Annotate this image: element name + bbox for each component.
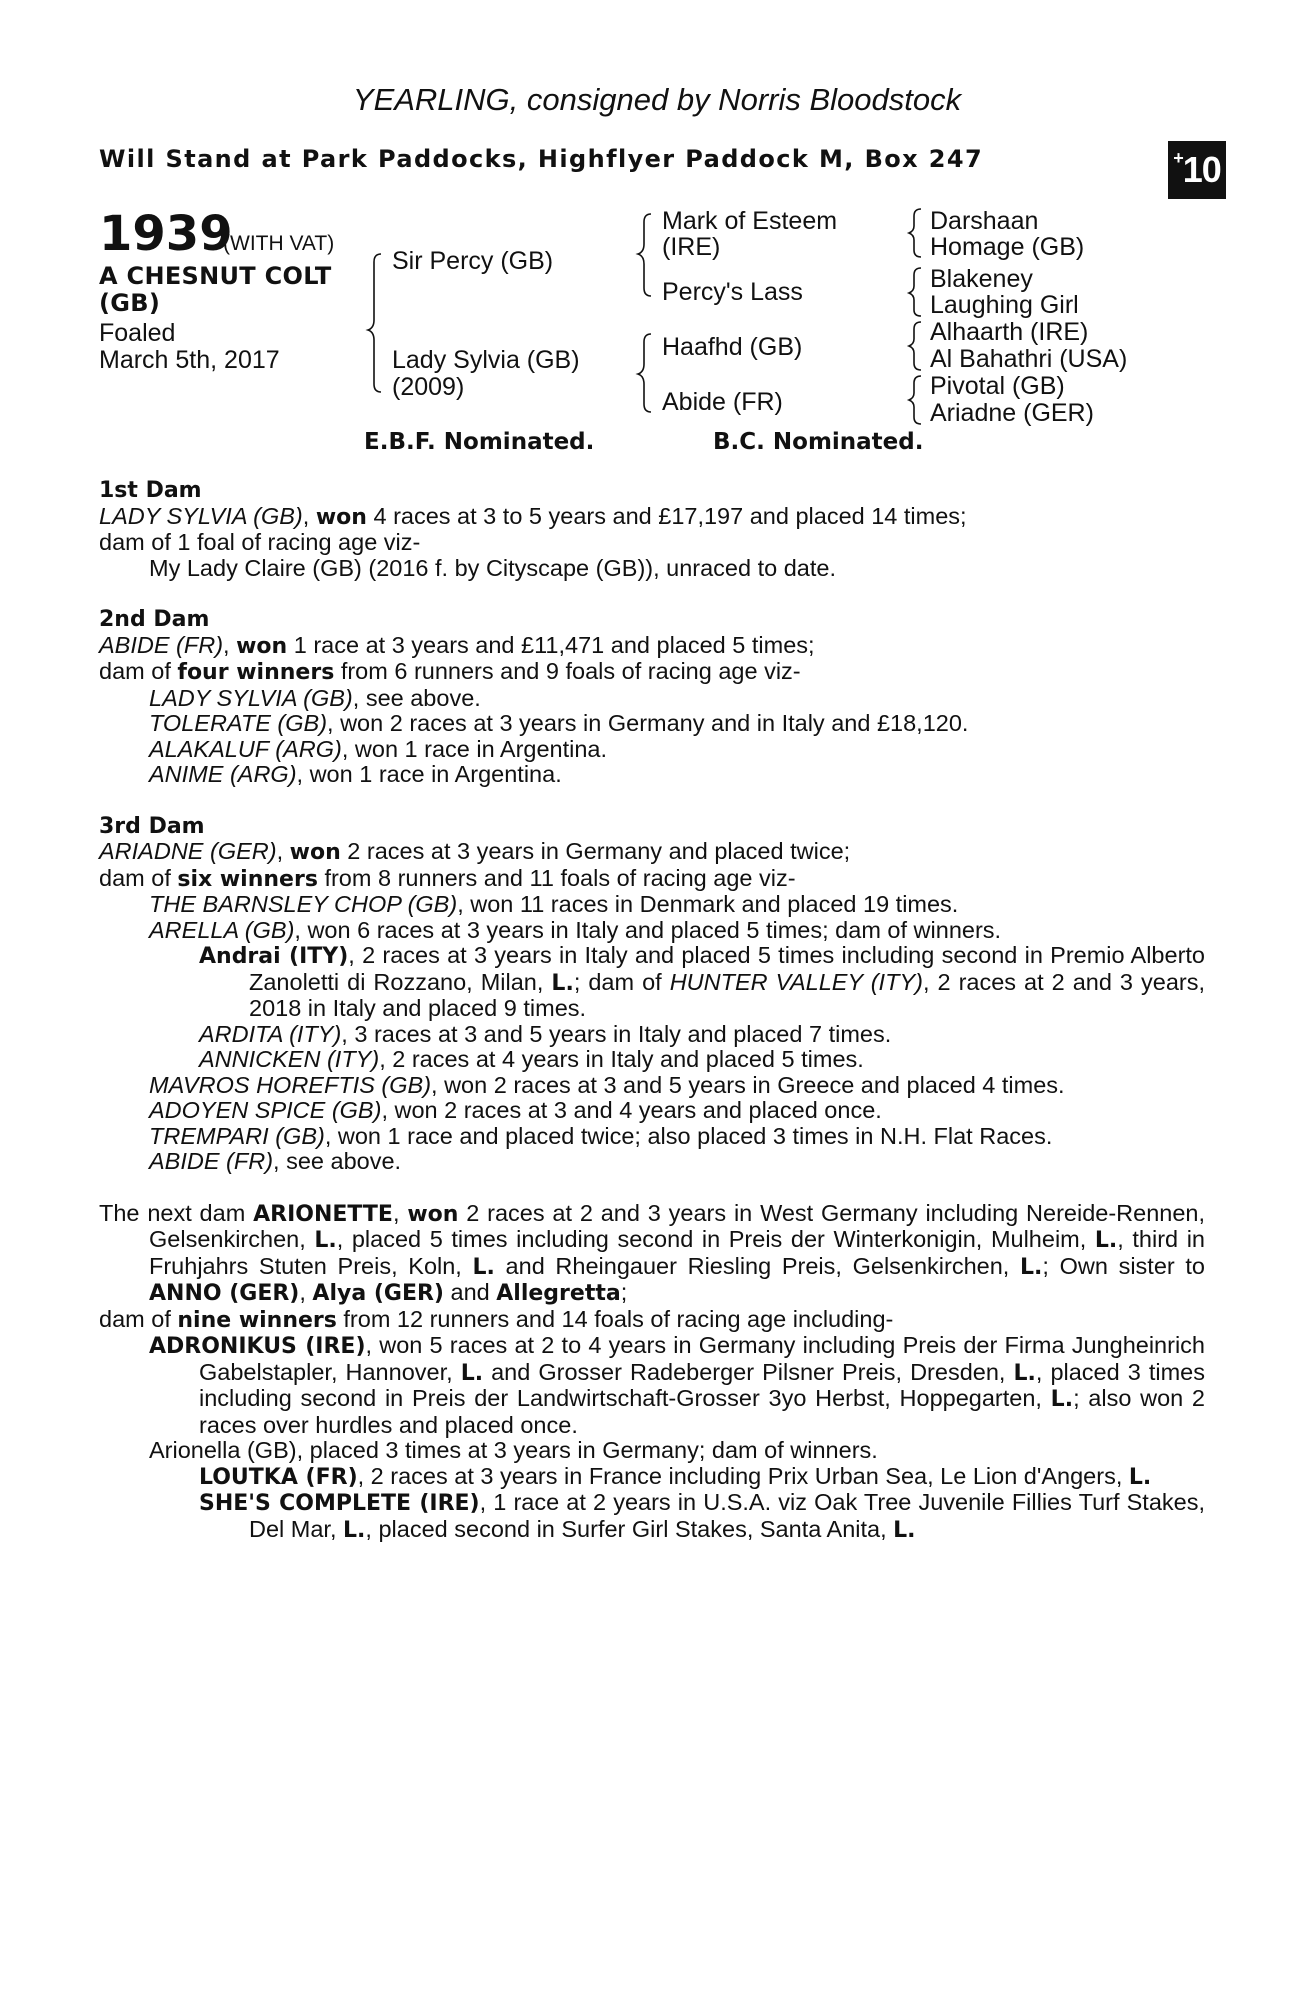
ped-sss: Darshaan — [930, 207, 1039, 235]
lot-desc-line2: (GB) — [99, 289, 161, 317]
listed-mark: L. — [460, 1360, 484, 1386]
race-record: , placed 3 times including second in Preis der Landwirtschaft-Grosser 3yo Herbst, Hoppegarten, — [199, 1358, 1205, 1411]
race-record: , won 2 races at 3 years in Germany and in Italy and £18,120. — [327, 710, 969, 736]
winners-count: four winners — [177, 660, 335, 685]
second-dam-line: ABIDE (FR), won 1 race at 3 years and £11,471 and placed 5 times; — [99, 631, 815, 659]
ped-dss: Alhaarth (IRE) — [930, 318, 1089, 346]
text: , — [392, 1199, 408, 1226]
race-record: , won 1 race and placed twice; also placed 3 times in N.H. Flat Races. — [324, 1122, 1053, 1149]
listed-mark: L. — [1128, 1464, 1152, 1490]
race-record: , see above. — [352, 684, 481, 711]
produce-entry — [99, 1073, 1205, 1099]
produce-entry — [99, 762, 1205, 788]
catalogue-body — [99, 478, 1205, 1543]
horse-name: ARDITA (ITY) — [199, 1020, 342, 1047]
text: , third in Fruhjahrs Stuten Preis, Koln, — [149, 1226, 1205, 1279]
sire-sire-line1: Mark of Esteem — [662, 207, 838, 235]
horse-name: ABIDE (FR) — [149, 1148, 274, 1174]
race-record: , 3 races at 3 and 5 years in Italy and placed 7 times. — [341, 1020, 892, 1047]
horse-name: SHE'S COMPLETE (IRE) — [199, 1491, 480, 1516]
horse-name: ANNICKEN (ITY) — [199, 1046, 380, 1072]
produce-entry — [99, 711, 1205, 737]
horse-name: MAVROS HOREFTIS (GB) — [149, 1071, 432, 1098]
produce-entry — [99, 1098, 1205, 1124]
ped-ssd: Homage (GB) — [930, 233, 1085, 261]
dam-name: Lady Sylvia (GB) — [392, 346, 580, 374]
text: dam of — [99, 864, 178, 891]
third-dam-heading: 3rd Dam — [99, 813, 205, 839]
horse-name: Alya (GER) — [312, 1281, 444, 1306]
text: and Rheingauer Riesling Preis, Gelsenkirchen, — [494, 1252, 1021, 1279]
listed-mark: L. — [472, 1254, 495, 1280]
race-record: , 2 races at 2 and 3 years, 2018 in Italy and placed 9 times. — [249, 968, 1206, 1021]
pedigree-brackets — [0, 0, 1314, 440]
dam-dam: Abide (FR) — [662, 388, 783, 416]
produce-entry — [99, 686, 1205, 712]
produce-entry — [99, 1022, 1205, 1048]
won-label: won — [289, 840, 341, 865]
ebf-nomination: E.B.F. Nominated. — [364, 429, 595, 455]
horse-name: Allegretta — [496, 1281, 621, 1306]
race-record: and Grosser Radeberger Pilsner Preis, Dresden, — [483, 1358, 1014, 1385]
first-dam-foals: dam of 1 foal of racing age viz- — [99, 529, 421, 555]
produce-entry — [99, 1124, 1205, 1150]
produce-entry-andrai — [99, 943, 1205, 1022]
second-dam-heading: 2nd Dam — [99, 607, 210, 632]
race-record: , 1 race at 2 years in U.S.A. viz Oak Tree Juvenile Fillies Turf Stakes, Del Mar, — [249, 1489, 1205, 1542]
ped-sdd: Laughing Girl — [930, 291, 1079, 319]
horse-name: LADY SYLVIA (GB) — [149, 684, 353, 711]
horse-name: TREMPARI (GB) — [149, 1122, 325, 1149]
second-dam-winners — [99, 659, 1205, 686]
bc-nomination: B.C. Nominated. — [713, 429, 924, 455]
produce-entry-arionella: Arionella (GB), placed 3 times at 3 years in Germany; dam of winners. — [149, 1437, 878, 1463]
winners-count: nine winners — [177, 1307, 337, 1333]
horse-name: ANIME (ARG) — [149, 761, 297, 787]
foaled-label: Foaled — [99, 319, 176, 347]
race-record: , won 1 race in Argentina. — [341, 735, 608, 762]
race-record: , won 2 races at 3 and 5 years in Greece and placed 4 times. — [431, 1071, 1065, 1098]
text: from 6 runners and 9 foals of racing age viz- — [334, 658, 801, 684]
sire-dam: Percy's Lass — [662, 278, 803, 306]
page-header: YEARLING, consigned by Norris Bloodstock — [352, 82, 962, 117]
third-dam-winners — [99, 866, 1205, 893]
sire-name: Sir Percy (GB) — [392, 247, 554, 275]
listed-mark: L. — [1013, 1360, 1036, 1386]
ped-dds: Pivotal (GB) — [930, 372, 1065, 400]
horse-name: HUNTER VALLEY (ITY) — [669, 968, 923, 995]
horse-name: ARELLA (GB) — [149, 916, 295, 943]
text: , — [299, 1279, 313, 1305]
listed-mark: L. — [314, 1228, 337, 1253]
text: The next dam — [99, 1199, 254, 1226]
race-record: ; also won 2 races over hurdles and placed once. — [199, 1385, 1206, 1438]
horse-name: ANNO (GER) — [149, 1281, 300, 1306]
dam-sire: Haafhd (GB) — [662, 333, 803, 361]
race-record: , placed second in Surfer Girl Stakes, Santa Anita, — [365, 1515, 894, 1542]
listed-mark: L. — [1020, 1254, 1043, 1280]
horse-name: ADRONIKUS (IRE) — [149, 1334, 366, 1359]
text: from 8 runners and 11 foals of racing age viz- — [317, 864, 796, 891]
sire-sire-line2: (IRE) — [662, 233, 721, 261]
vat-note: (WITH VAT) — [223, 232, 335, 255]
race-record: , won 11 races in Denmark and placed 19 times. — [457, 891, 959, 917]
text: ; Own sister to — [1042, 1252, 1205, 1279]
catalogue-badge: +10 — [1168, 141, 1226, 199]
text: from 12 runners and 14 foals of racing age including- — [336, 1305, 894, 1332]
text: and — [443, 1279, 497, 1305]
first-dam-produce: My Lady Claire (GB) (2016 f. by Cityscape (GB)), unraced to date. — [149, 554, 836, 581]
horse-name: ARIONETTE — [253, 1201, 393, 1227]
stand-location: Will Stand at Park Paddocks, Highflyer Paddock M, Box 247 — [99, 145, 984, 173]
next-dam-section — [99, 1201, 1205, 1544]
race-record: , 2 races at 3 years in France including Prix Urban Sea, Le Lion d'Angers, — [357, 1462, 1129, 1489]
race-record: , 2 races at 4 years in Italy and placed 5 times. — [379, 1046, 864, 1072]
race-record: , 2 races at 3 years in Italy and placed 5 times including second in Premio Alberto Zanoletti di Rozzano, Milan, — [249, 942, 1205, 995]
horse-name: THE BARNSLEY CHOP (GB) — [149, 891, 458, 917]
produce-entry-adronikus — [99, 1333, 1205, 1438]
lot-number: 1939 — [99, 206, 233, 262]
ped-sds: Blakeney — [930, 265, 1033, 293]
foaling-date: March 5th, 2017 — [99, 346, 280, 374]
produce-entry — [99, 918, 1205, 944]
text: dam of — [99, 1305, 178, 1332]
next-dam-winners — [99, 1307, 1205, 1334]
produce-entry — [99, 892, 1205, 918]
first-dam-line: LADY SYLVIA (GB), won 4 races at 3 to 5 years and £17,197 and placed 14 times; — [99, 502, 967, 530]
badge-number: 10 — [1182, 149, 1221, 190]
lot-desc-line1: A CHESNUT COLT — [99, 262, 332, 290]
won-label: won — [315, 504, 367, 530]
horse-name: ARIADNE (GER) — [99, 838, 277, 864]
race-record: , won 1 race in Argentina. — [296, 761, 562, 787]
listed-mark: L. — [343, 1517, 366, 1543]
produce-entry — [99, 737, 1205, 763]
produce-entry — [99, 1047, 1205, 1073]
text: dam of — [99, 658, 178, 684]
third-dam-section — [99, 814, 1205, 1175]
listed-mark: L. — [551, 970, 574, 996]
third-dam-line: ARIADNE (GER), won 2 races at 3 years in Germany and placed twice; — [99, 838, 851, 865]
first-dam-section — [99, 478, 1205, 581]
race-record: , won 2 races at 3 and 4 years and placed once. — [381, 1097, 882, 1123]
second-dam-section — [99, 607, 1205, 788]
horse-name: ALAKALUF (ARG) — [149, 735, 342, 762]
produce-entry-shes-complete — [99, 1490, 1205, 1543]
listed-mark: L. — [893, 1517, 916, 1543]
text: ; — [620, 1279, 628, 1305]
horse-name: LOUTKA (FR) — [199, 1464, 358, 1490]
listed-mark: L. — [1094, 1228, 1118, 1253]
ped-ddd: Ariadne (GER) — [930, 399, 1094, 427]
race-record: , won 6 races at 3 years in Italy and placed 5 times; dam of winners. — [294, 916, 1002, 943]
race-record: 4 races at 3 to 5 years and £17,197 and placed 14 times; — [366, 502, 967, 529]
ped-dsd: Al Bahathri (USA) — [930, 345, 1128, 373]
text: ; dam of — [573, 968, 670, 995]
first-dam-heading: 1st Dam — [99, 478, 202, 503]
text: 2 races at 2 and 3 years in West Germany including Nereide-Rennen, Gelsenkirchen, — [149, 1199, 1206, 1252]
next-dam-paragraph — [99, 1201, 1205, 1307]
produce-entry — [99, 1149, 1205, 1175]
listed-mark: L. — [1050, 1387, 1074, 1412]
winners-count: six winners — [177, 866, 318, 892]
horse-name: ABIDE (FR) — [99, 631, 224, 658]
race-record: 2 races at 3 years in Germany and placed twice; — [340, 838, 851, 864]
produce-entry-loutka — [99, 1464, 1205, 1491]
won-label: won — [407, 1201, 459, 1227]
race-record: , won 5 races at 2 to 4 years in Germany including Preis der Firma Jungheinrich Gabelstapler, Hannover, — [199, 1332, 1205, 1385]
dam-year: (2009) — [392, 373, 465, 401]
horse-name: Andrai (ITY) — [199, 944, 349, 969]
text: , placed 5 times including second in Preis der Winterkonigin, Mulheim, — [336, 1226, 1095, 1252]
horse-name: TOLERATE (GB) — [149, 710, 328, 736]
race-record: , see above. — [273, 1148, 402, 1174]
horse-name: LADY SYLVIA (GB) — [99, 502, 303, 529]
race-record: 1 race at 3 years and £11,471 and placed 5 times; — [287, 631, 815, 658]
won-label: won — [236, 633, 288, 659]
horse-name: ADOYEN SPICE (GB) — [149, 1097, 382, 1123]
